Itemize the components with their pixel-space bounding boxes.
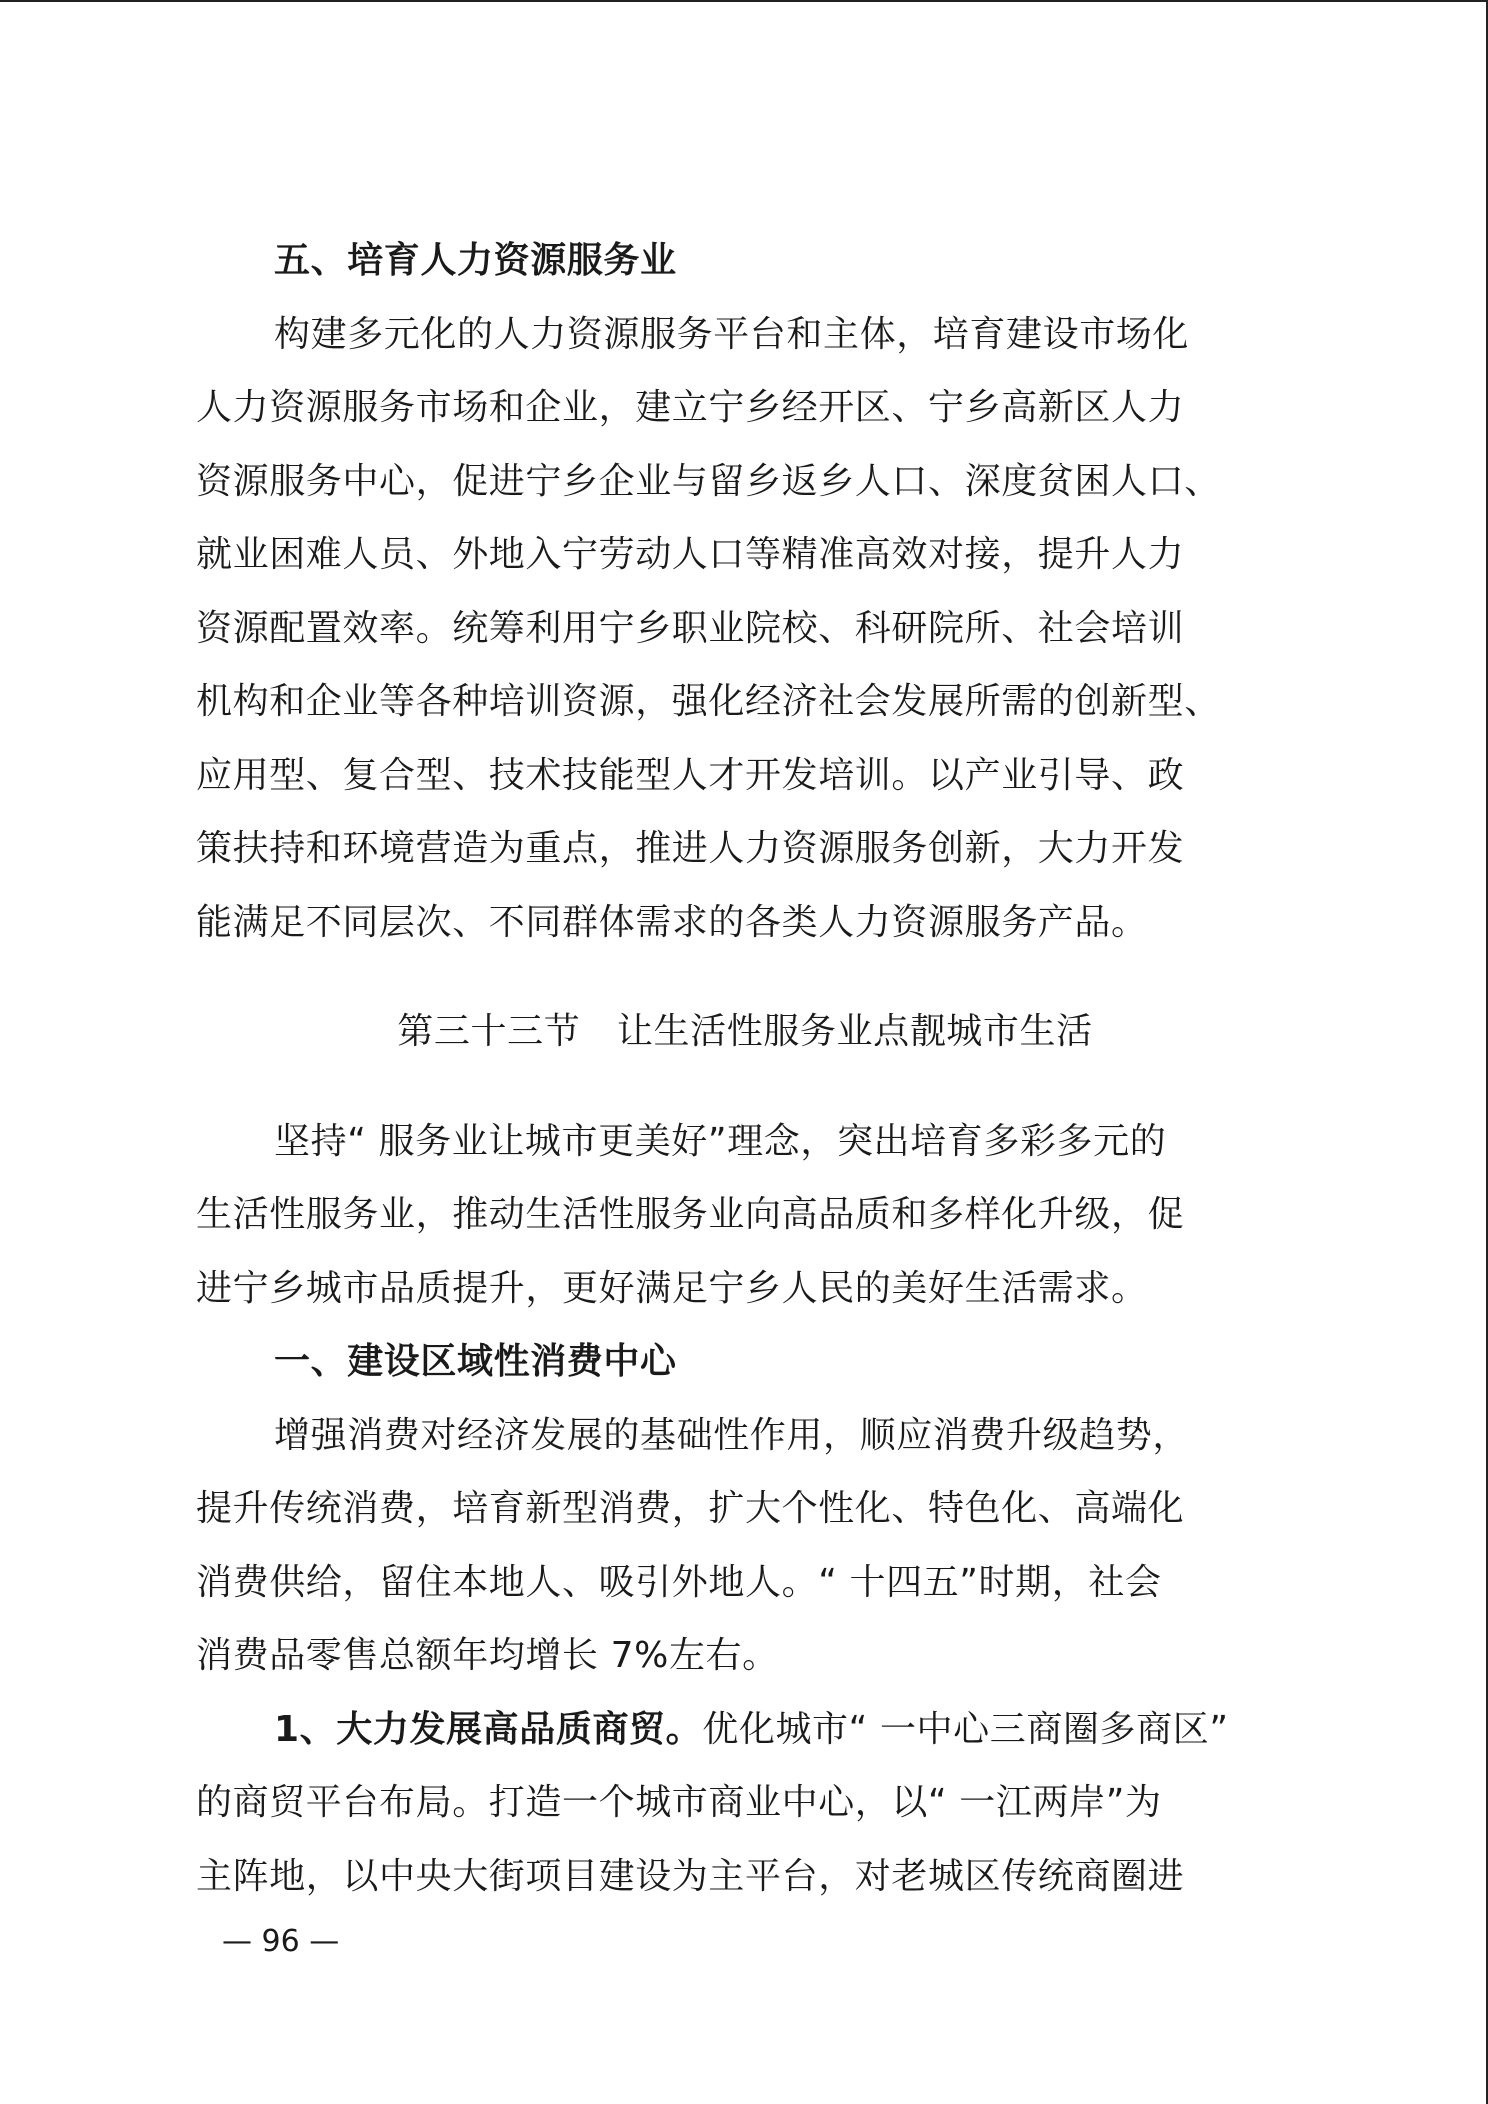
paragraph-line: 机构和企业等各种培训资源，强化经济社会发展所需的创新型、	[196, 681, 1221, 722]
section-heading: 五、培育人力资源服务业	[274, 240, 677, 281]
paragraph-line: 进宁乡城市品质提升，更好满足宁乡人民的美好生活需求。	[196, 1267, 1148, 1309]
paragraph-line: 资源服务中心，促进宁乡企业与留乡返乡人口、深度贫困人口、	[196, 460, 1221, 502]
paragraph-line: 应用型、复合型、技术技能型人才开发培训。以产业引导、政	[196, 754, 1185, 796]
paragraph-line: 策扶持和环境营造为重点，推进人力资源服务创新，大力开发	[196, 828, 1185, 869]
paragraph-line: 就业困难人员、外地入宁劳动人口等精准高效对接，提升人力	[196, 534, 1185, 575]
chapter-section-title: 第三十三节 让生活性服务业点靓城市生活	[397, 1011, 1093, 1052]
subsection-heading: 一、建设区域性消费中心	[274, 1341, 677, 1382]
page-number: — 96 —	[222, 1924, 340, 1959]
paragraph-line: 消费品零售总额年均增长 7%左右。	[196, 1635, 779, 1676]
paragraph-line: 消费供给，留住本地人、吸引外地人。“ 十四五”时期，社会	[196, 1561, 1162, 1603]
paragraph-line: 增强消费对经济发展的基础性作用，顺应消费升级趋势，	[274, 1414, 1190, 1456]
paragraph-line: 生活性服务业，推动生活性服务业向高品质和多样化升级，促	[196, 1194, 1185, 1235]
item-paragraph-first-line	[196, 1693, 1294, 1767]
paragraph-line: 的商贸平台布局。打造一个城市商业中心，以“ 一江两岸”为	[196, 1782, 1162, 1823]
paragraph-line: 资源配置效率。统筹利用宁乡职业院校、科研院所、社会培训	[196, 607, 1185, 649]
paragraph-line: 坚持“ 服务业让城市更美好”理念，突出培育多彩多元的	[274, 1120, 1167, 1162]
document-page	[196, 224, 1294, 1913]
item-lead-text: 1、大力发展高品质商贸。	[274, 1708, 703, 1750]
item-line-rest: 优化城市“ 一中心三商圈多商区”	[702, 1708, 1229, 1750]
paragraph-line: 提升传统消费，培育新型消费，扩大个性化、特色化、高端化	[196, 1488, 1185, 1529]
paragraph-line: 主阵地，以中央大街项目建设为主平台，对老城区传统商圈进	[196, 1855, 1185, 1897]
paragraph-line: 人力资源服务市场和企业，建立宁乡经开区、宁乡高新区人力	[196, 387, 1185, 428]
paragraph-line: 能满足不同层次、不同群体需求的各类人力资源服务产品。	[196, 901, 1148, 943]
paragraph-line: 构建多元化的人力资源服务平台和主体，培育建设市场化	[274, 313, 1190, 355]
top-border-rule	[0, 0, 1488, 2]
